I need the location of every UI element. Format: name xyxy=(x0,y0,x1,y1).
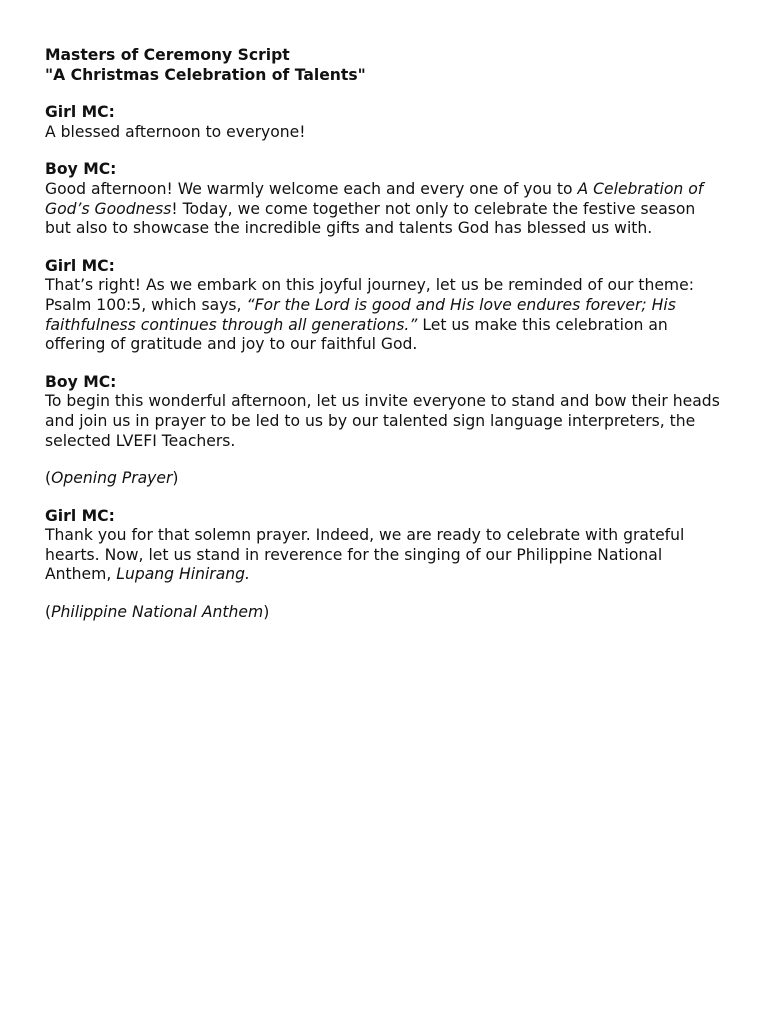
paren-open: ( xyxy=(45,603,52,622)
dialogue-girl-mc-1 xyxy=(45,103,725,142)
speaker-label: Girl MC: xyxy=(45,506,115,525)
dialogue-text xyxy=(45,180,725,239)
paren-open: ( xyxy=(45,469,52,488)
dialogue-text-part: ! Today, we come together not only to celebrate the festive season but also to showcase the incredible gifts and talents God has blessed us with. xyxy=(45,199,696,238)
speaker-label: Boy MC: xyxy=(45,160,117,179)
cue-text-italic: Opening Prayer xyxy=(51,469,173,488)
event-name-italic: A Celebration of God’s Goodness xyxy=(45,179,704,218)
script-page xyxy=(45,46,725,623)
dialogue-text-part: Good afternoon! We warmly welcome each and every one of you to xyxy=(45,179,578,198)
dialogue-text xyxy=(45,526,725,585)
dialogue-text-part: Let us make this celebration an offering of gratitude and joy to our faithful God. xyxy=(45,315,668,354)
dialogue-girl-mc-2 xyxy=(45,257,725,355)
stage-cue xyxy=(45,603,725,623)
dialogue-text: A blessed afternoon to everyone! xyxy=(45,122,306,141)
stage-cue-opening-prayer xyxy=(45,469,725,489)
cue-text-italic: Philippine National Anthem xyxy=(51,603,264,622)
paren-close: ) xyxy=(263,603,270,622)
speaker-label: Girl MC: xyxy=(45,103,115,122)
stage-cue-national-anthem xyxy=(45,603,725,623)
dialogue-girl-mc-3 xyxy=(45,507,725,585)
paren-close: ) xyxy=(172,469,179,488)
stage-cue xyxy=(45,469,725,489)
dialogue-text: To begin this wonderful afternoon, let us invite everyone to stand and bow their heads and join us in prayer to be led to us by our talented sign language interpreters, the selected LVEFI Teachers. xyxy=(45,392,720,450)
dialogue-text xyxy=(45,276,725,354)
anthem-title-italic: Lupang Hinirang. xyxy=(116,565,250,584)
dialogue-boy-mc-1 xyxy=(45,160,725,238)
dialogue-boy-mc-2 xyxy=(45,373,725,451)
speaker-label: Boy MC: xyxy=(45,372,117,391)
speaker-label: Girl MC: xyxy=(45,256,115,275)
dialogue-text-part: That’s right! As we embark on this joyful journey, let us be reminded of our theme: Psalm 100:5, which says, xyxy=(45,276,694,314)
document-subtitle: "A Christmas Celebration of Talents" xyxy=(45,65,366,84)
scripture-quote-italic: “For the Lord is good and His love endures forever; His faithfulness continues through all generations.” xyxy=(45,295,676,334)
dialogue-text-part: Thank you for that solemn prayer. Indeed, we are ready to celebrate with grateful hearts. Now, let us stand in reverence for the singing of our Philippine National Anthem, xyxy=(45,526,685,584)
document-title: Masters of Ceremony Script xyxy=(45,46,290,64)
